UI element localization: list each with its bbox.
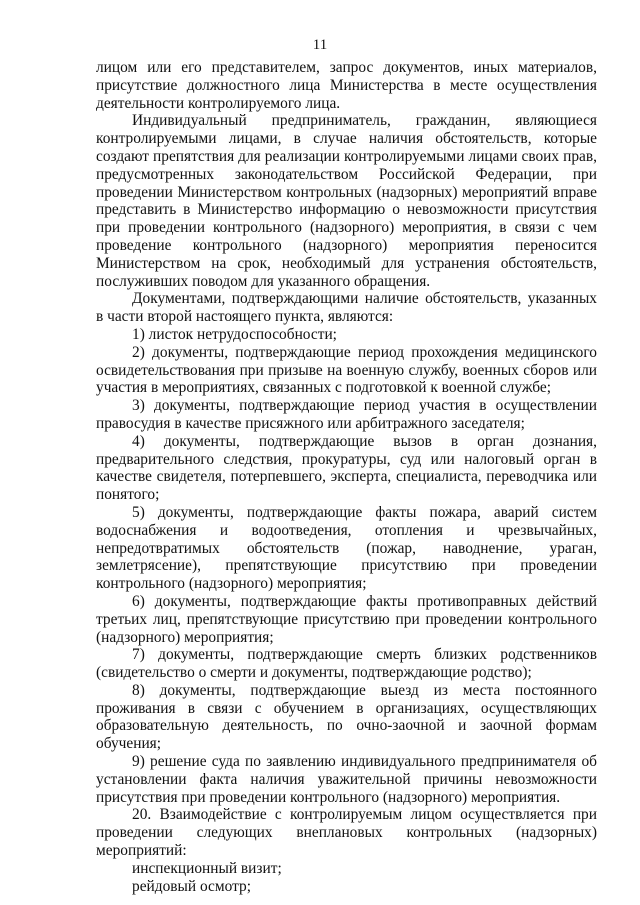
- list-item-court-decision: 9) решение суда по заявлению индивидуального предпринимателя об установлении факта наличия уважительной причины невозможности присутствия при проведении контрольного (надзорного) мероприятия.: [96, 753, 597, 806]
- list-item-emergencies: 5) документы, подтверждающие факты пожара, аварий систем водоснабжения и водоотведения, отопления и чрезвычайных, непредотвратимых обстоятельств (пожар, наводнение, ураган, землетрясение), препятствующие присутствию при проведении контрольного (надзорного) мероприятия;: [96, 503, 597, 593]
- paragraph-continuation: лицом или его представителем, запрос документов, иных материалов, присутствие должностного лица Министерства в месте осуществления деятельности контролируемого лица.: [96, 59, 597, 112]
- list-item-third-party-actions: 6) документы, подтверждающие факты противоправных действий третьих лиц, препятствующие присутствию при проведении контрольного (надзорного) мероприятия;: [96, 592, 597, 646]
- list-item-raid-inspection: рейдовый осмотр;: [132, 877, 252, 895]
- paragraph-point-20: 20. Взаимодействие с контролируемым лицом осуществляется при проведении следующих внеплановых контрольных (надзорных) мероприятий:: [96, 806, 597, 860]
- list-item-jury-duty: 3) документы, подтверждающие период участия в осуществлении правосудия в качестве присяжного или арбитражного заседателя;: [96, 397, 597, 432]
- list-item-death-of-relatives: 7) документы, подтверждающие смерть близких родственников (свидетельство о смерти и документы, подтверждающие родство);: [96, 646, 597, 682]
- paragraph-supporting-documents-intro: Документами, подтверждающими наличие обстоятельств, указанных в части второй настоящего пункта, являются:: [96, 290, 597, 326]
- list-item-inspection-visit: инспекционный визит;: [132, 859, 282, 877]
- page-number: 11: [312, 37, 328, 53]
- list-item-military-service: 2) документы, подтверждающие период прохождения медицинского освидетельствования при призыве на военную службу, военных сборов или участия в мероприятиях, связанных с подготовкой к военной службе;: [96, 343, 597, 397]
- list-item-sick-leave: 1) листок нетрудоспособности;: [132, 325, 337, 343]
- paragraph-postponement-right: Индивидуальный предприниматель, гражданин, являющиеся контролируемыми лицами, в случае наличия обстоятельств, которые создают препятствия для реализации контролируемыми лицами своих прав, предусмотренных законодательством Российской Федерации, при проведении Министерством контрольных (надзорных) мероприятий вправе представить в Министерство информацию о невозможности присутствия при проведении контрольного (надзорного) мероприятия, в связи с чем проведение контрольного (надзорного) мероприятия переносится Министерством на срок, необходимый для устранения обстоятельств, послуживших поводом для указанного обращения.: [96, 112, 597, 290]
- document-body: [96, 59, 597, 895]
- list-item-education-travel: 8) документы, подтверждающие выезд из места постоянного проживания в связи с обучением в организациях, осуществляющих образовательную деятельность, по очно-заочной и заочной формам обучения;: [96, 681, 597, 753]
- list-item-summons: 4) документы, подтверждающие вызов в орган дознания, предварительного следствия, прокуратуры, суд или налоговый орган в качестве свидетеля, потерпевшего, эксперта, специалиста, переводчика или понятого;: [96, 432, 597, 504]
